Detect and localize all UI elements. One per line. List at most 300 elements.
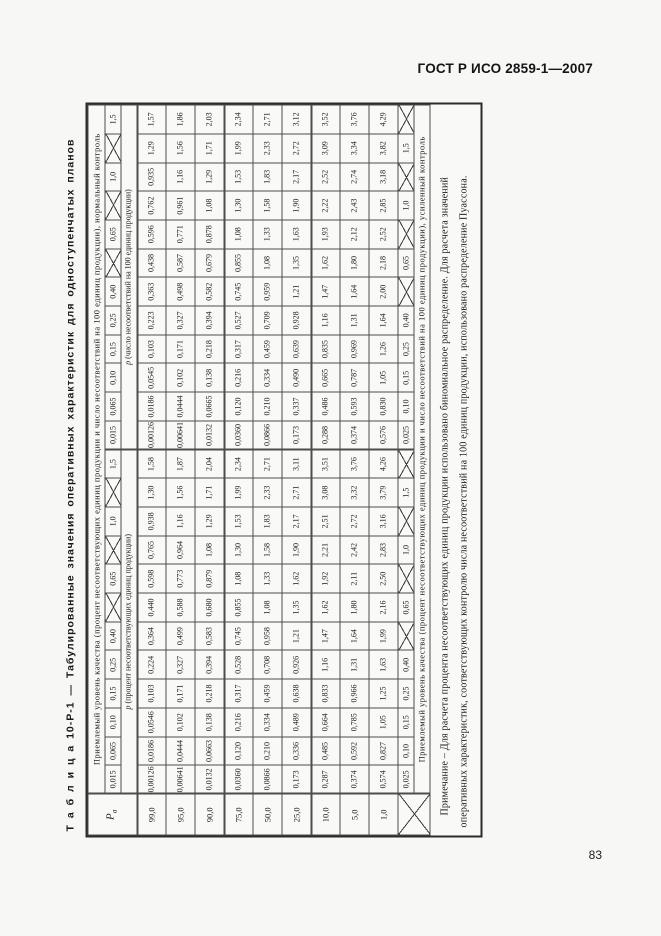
data-cell: 0,0360 — [224, 421, 253, 450]
data-cell: 0,327 — [166, 650, 195, 679]
aql-value-cell: 0,25 — [105, 650, 121, 679]
aql-value-cell: 1,0 — [398, 191, 414, 220]
data-cell: 0,680 — [195, 593, 224, 622]
data-cell: 1,58 — [253, 536, 282, 565]
data-cell: 0,120 — [224, 392, 253, 421]
data-cell: 1,53 — [224, 163, 253, 192]
data-cell: 1,08 — [224, 564, 253, 593]
data-cell: 0,223 — [137, 306, 166, 335]
data-cell: 0,138 — [195, 708, 224, 737]
data-cell: 1,90 — [282, 191, 311, 220]
data-cell: 2,52 — [369, 220, 398, 249]
data-cell: 0,938 — [137, 507, 166, 536]
data-cell: 0,374 — [340, 765, 369, 794]
data-cell: 0,287 — [311, 765, 340, 794]
data-cell: 1,83 — [253, 507, 282, 536]
subgroup-row — [121, 105, 137, 835]
data-cell: 3,79 — [369, 478, 398, 507]
crossed-cell — [105, 478, 121, 507]
data-cell: 1,30 — [137, 478, 166, 507]
data-cell: 1,33 — [253, 564, 282, 593]
data-cell: 0,0186 — [137, 392, 166, 421]
data-cell: 0,964 — [166, 536, 195, 565]
data-cell: 4,29 — [369, 105, 398, 134]
data-cell: 0,0132 — [195, 765, 224, 794]
data-cell: 1,92 — [311, 564, 340, 593]
data-cell: 1,53 — [224, 507, 253, 536]
crossed-cell — [398, 105, 414, 134]
data-cell: 1,99 — [224, 134, 253, 163]
pa-value: 5,0 — [340, 794, 369, 835]
data-cell: 0,485 — [311, 737, 340, 766]
aql-value-cell: 0,15 — [105, 335, 121, 364]
pa-letter: P — [104, 813, 117, 820]
table-row — [253, 105, 282, 835]
data-cell: 1,99 — [224, 478, 253, 507]
table-note — [431, 105, 485, 836]
data-cell: 0,489 — [282, 708, 311, 737]
data-cell: 0,317 — [224, 335, 253, 364]
crossed-cell — [105, 536, 121, 565]
data-cell: 3,82 — [369, 134, 398, 163]
aql-value-cell: 0,25 — [105, 306, 121, 335]
data-cell: 1,35 — [282, 593, 311, 622]
oc-table — [88, 105, 431, 836]
data-cell: 0,787 — [340, 363, 369, 392]
data-cell: 0,138 — [195, 363, 224, 392]
data-cell: 0,835 — [311, 335, 340, 364]
aql-value-cell: 1,5 — [398, 478, 414, 507]
data-cell: 0,679 — [195, 249, 224, 278]
aql-value-cell: 0,40 — [105, 277, 121, 306]
data-cell: 0,762 — [137, 191, 166, 220]
data-cell: 1,08 — [253, 593, 282, 622]
data-cell: 1,58 — [137, 450, 166, 479]
data-cell: 2,11 — [340, 564, 369, 593]
data-cell: 0,440 — [137, 593, 166, 622]
data-cell: 0,596 — [137, 220, 166, 249]
data-cell: 0,216 — [224, 708, 253, 737]
data-cell: 1,16 — [311, 650, 340, 679]
data-cell: 1,30 — [224, 536, 253, 565]
data-cell: 0,218 — [195, 335, 224, 364]
data-cell: 2,83 — [369, 536, 398, 565]
data-cell: 1,30 — [224, 191, 253, 220]
data-cell: 0,171 — [166, 679, 195, 708]
data-cell: 3,52 — [311, 105, 340, 134]
data-cell: 1,08 — [224, 220, 253, 249]
table-caption: Т а б л и ц а 10-Р-1 — Табулированные значения оперативных характеристик для одноступенчатых планов — [64, 138, 77, 832]
data-cell: 0,582 — [195, 277, 224, 306]
data-cell: 0,459 — [253, 335, 282, 364]
data-cell: 1,63 — [282, 220, 311, 249]
data-cell: 0,499 — [166, 622, 195, 651]
data-cell: 1,21 — [282, 622, 311, 651]
data-cell: 3,12 — [282, 105, 311, 134]
corner-crossed-cell — [398, 794, 430, 835]
pa-value: 50,0 — [253, 794, 282, 835]
data-cell: 0,830 — [369, 392, 398, 421]
data-cell: 1,16 — [311, 306, 340, 335]
aql-value-cell: 0,15 — [398, 708, 414, 737]
data-cell: 0,459 — [253, 679, 282, 708]
aql-value-cell: 0,40 — [398, 650, 414, 679]
data-cell: 0,0132 — [195, 421, 224, 450]
data-cell: 1,71 — [195, 134, 224, 163]
data-cell: 1,58 — [253, 191, 282, 220]
data-cell: 3,08 — [311, 478, 340, 507]
data-cell: 1,86 — [166, 105, 195, 134]
data-cell: 3,09 — [311, 134, 340, 163]
data-cell: 0,0186 — [137, 737, 166, 766]
data-cell: 1,63 — [369, 650, 398, 679]
data-cell: 1,05 — [369, 708, 398, 737]
aql-value-cell: 0,15 — [398, 363, 414, 392]
data-cell: 1,83 — [253, 163, 282, 192]
data-cell: 0,490 — [282, 363, 311, 392]
data-cell: 1,08 — [195, 536, 224, 565]
data-cell: 0,0546 — [137, 708, 166, 737]
standard-designation: ГОСТ Р ИСО 2859-1—2007 — [417, 61, 593, 76]
data-cell: 0,785 — [340, 708, 369, 737]
aql-value-cell: 0,25 — [398, 679, 414, 708]
crossed-cell — [398, 277, 414, 306]
data-cell: 1,64 — [369, 306, 398, 335]
data-cell: 0,224 — [137, 650, 166, 679]
data-cell: 2,71 — [253, 105, 282, 134]
data-cell: 1,25 — [369, 679, 398, 708]
aql-value-cell: 1,0 — [105, 163, 121, 192]
data-cell: 0,216 — [224, 363, 253, 392]
data-cell: 0,745 — [224, 277, 253, 306]
crossed-cell — [398, 564, 414, 593]
aql-value-cell: 0,65 — [105, 220, 121, 249]
table-row — [224, 105, 253, 835]
table-row — [282, 105, 311, 835]
data-cell: 0,745 — [224, 622, 253, 651]
data-cell: 2,51 — [311, 507, 340, 536]
data-cell: 0,438 — [137, 249, 166, 278]
table-row — [166, 105, 195, 835]
data-cell: 0,173 — [282, 421, 311, 450]
data-cell: 1,62 — [311, 593, 340, 622]
data-cell: 1,31 — [340, 650, 369, 679]
tightened-control-title: Приемлемый уровень качества (процент несоответствующих единиц продукции и число несоответствий на 100 единиц продукции), усиленный контроль — [414, 105, 430, 794]
crossed-cell — [105, 249, 121, 278]
data-cell: 0,576 — [369, 421, 398, 450]
data-cell: 0,120 — [224, 737, 253, 766]
aql-value-cell: 0,015 — [105, 421, 121, 450]
data-cell: 1,56 — [166, 478, 195, 507]
subgroup-label-text: p (число несоответствий на 100 единиц продукции) — [123, 189, 133, 365]
table-row — [369, 105, 398, 835]
data-cell: 2,52 — [311, 163, 340, 192]
data-cell: 0,928 — [282, 306, 311, 335]
data-cell: 0,527 — [224, 306, 253, 335]
aql-value-cell: 0,15 — [105, 679, 121, 708]
data-cell: 2,34 — [224, 450, 253, 479]
data-cell: 3,18 — [369, 163, 398, 192]
aql-value-cell: 0,65 — [398, 249, 414, 278]
data-cell: 0,827 — [369, 737, 398, 766]
data-cell: 1,80 — [340, 249, 369, 278]
data-cell: 0,593 — [340, 392, 369, 421]
table-frame — [86, 103, 483, 838]
data-cell: 2,03 — [195, 105, 224, 134]
data-cell: 1,35 — [282, 249, 311, 278]
data-cell: 1,62 — [311, 249, 340, 278]
data-cell: 0,486 — [311, 392, 340, 421]
data-cell: 0,765 — [137, 536, 166, 565]
data-cell: 0,961 — [166, 191, 195, 220]
pa-value: 95,0 — [166, 794, 195, 835]
crossed-cell — [398, 163, 414, 192]
aql-value-cell: 0,10 — [105, 363, 121, 392]
data-cell: 0,587 — [166, 249, 195, 278]
aql-value-cell: 1,0 — [105, 507, 121, 536]
note-line-2: оперативных характеристик, соответствующих контролю числа несоответствий на 100 единиц продукции, использовано распределение Пуассона. — [458, 175, 470, 828]
data-cell: 0,327 — [166, 306, 195, 335]
data-cell: 1,29 — [137, 134, 166, 163]
data-cell: 2,17 — [282, 163, 311, 192]
data-cell: 0,855 — [224, 593, 253, 622]
aql-value-cell: 0,10 — [105, 708, 121, 737]
normal-control-title: Приемлемый уровень качества (процент несоответствующих единиц продукции и число несоответствий на 100 единиц продукции), нормальный контроль — [88, 105, 105, 794]
data-cell: 0,336 — [282, 737, 311, 766]
data-cell: 3,51 — [311, 450, 340, 479]
data-cell: 0,218 — [195, 679, 224, 708]
data-cell: 3,32 — [340, 478, 369, 507]
data-cell: 1,21 — [282, 277, 311, 306]
aql-value-cell: 0,015 — [105, 765, 121, 794]
tightened-header-row — [414, 105, 430, 835]
data-cell: 0,935 — [137, 163, 166, 192]
data-cell: 1,62 — [282, 564, 311, 593]
aql-value-cell: 1,5 — [105, 450, 121, 479]
crossed-cell — [398, 507, 414, 536]
data-cell: 1,08 — [195, 191, 224, 220]
data-cell: 0,00641 — [166, 765, 195, 794]
data-cell: 1,93 — [311, 220, 340, 249]
data-cell: 1,16 — [166, 163, 195, 192]
aql-value-cell: 0,025 — [398, 765, 414, 794]
data-cell: 1,57 — [137, 105, 166, 134]
data-cell: 2,34 — [224, 105, 253, 134]
aql-value-cell: 0,065 — [105, 392, 121, 421]
data-cell: 2,33 — [253, 134, 282, 163]
aql-value-cell: 0,40 — [105, 622, 121, 651]
data-cell: 0,773 — [166, 564, 195, 593]
data-cell: 0,102 — [166, 363, 195, 392]
data-cell: 0,0866 — [253, 765, 282, 794]
pa-value: 10,0 — [311, 794, 340, 835]
data-cell: 1,87 — [166, 450, 195, 479]
data-cell: 0,0444 — [166, 737, 195, 766]
data-cell: 2,50 — [369, 564, 398, 593]
crossed-cell — [398, 450, 414, 479]
data-cell: 1,29 — [195, 507, 224, 536]
aql-value-cell: 0,40 — [398, 306, 414, 335]
data-cell: 0,103 — [137, 679, 166, 708]
note-line-1: Примечание – Для расчета процента несоответствующих единиц продукции использовано биномиальное распределение. Для расчета значений — [439, 176, 451, 816]
data-cell: 0,364 — [137, 622, 166, 651]
data-cell: 2,43 — [340, 191, 369, 220]
aql-value-cell: 0,025 — [398, 421, 414, 450]
page-number: 83 — [588, 848, 602, 862]
data-cell: 0,498 — [166, 277, 195, 306]
data-cell: 0,588 — [166, 593, 195, 622]
data-cell: 2,71 — [282, 478, 311, 507]
data-cell: 0,959 — [253, 277, 282, 306]
crossed-cell — [398, 220, 414, 249]
subgroup-label-text: p (процент несоответствующих единиц продукции) — [123, 534, 133, 710]
aql-value-cell: 0,10 — [398, 737, 414, 766]
data-cell: 0,00126 — [137, 765, 166, 794]
data-cell: 3,16 — [369, 507, 398, 536]
aql-value-cell: 0,25 — [398, 335, 414, 364]
data-cell: 1,47 — [311, 277, 340, 306]
data-cell: 0,317 — [224, 679, 253, 708]
aql-value-cell: 0,10 — [398, 392, 414, 421]
data-cell: 1,64 — [340, 622, 369, 651]
data-cell: 0,878 — [195, 220, 224, 249]
tightened-aql-row — [398, 105, 414, 835]
pa-subscript: a — [110, 809, 120, 814]
data-cell: 0,334 — [253, 708, 282, 737]
data-cell: 3,76 — [340, 105, 369, 134]
data-cell: 2,22 — [311, 191, 340, 220]
data-cell: 2,16 — [369, 593, 398, 622]
data-cell: 0,639 — [282, 335, 311, 364]
pa-value: 25,0 — [282, 794, 311, 835]
data-cell: 1,05 — [369, 363, 398, 392]
data-cell: 2,71 — [253, 450, 282, 479]
data-cell: 0,969 — [340, 335, 369, 364]
data-cell: 0,102 — [166, 708, 195, 737]
table-row — [137, 105, 166, 835]
data-cell: 0,337 — [282, 392, 311, 421]
data-cell: 0,926 — [282, 650, 311, 679]
data-cell: 2,85 — [369, 191, 398, 220]
data-cell: 2,21 — [311, 536, 340, 565]
data-cell: 0,0663 — [195, 737, 224, 766]
data-cell: 3,11 — [282, 450, 311, 479]
data-cell: 0,00126 — [137, 421, 166, 450]
pa-symbol — [88, 794, 137, 835]
data-cell: 0,394 — [195, 306, 224, 335]
data-cell: 0,592 — [340, 737, 369, 766]
pa-value: 90,0 — [195, 794, 224, 835]
data-cell: 0,0866 — [253, 421, 282, 450]
data-cell: 2,17 — [282, 507, 311, 536]
table-row — [340, 105, 369, 835]
data-cell: 0,210 — [253, 392, 282, 421]
data-cell: 1,71 — [195, 478, 224, 507]
data-cell: 0,0360 — [224, 765, 253, 794]
rotated-table-block — [61, 103, 483, 838]
data-cell: 0,855 — [224, 249, 253, 278]
data-cell: 0,173 — [282, 765, 311, 794]
data-cell: 2,33 — [253, 478, 282, 507]
normal-aql-row — [105, 105, 121, 835]
data-cell: 0,171 — [166, 335, 195, 364]
data-cell: 0,394 — [195, 650, 224, 679]
data-cell: 0,966 — [340, 679, 369, 708]
data-cell: 0,334 — [253, 363, 282, 392]
crossed-cell — [105, 191, 121, 220]
data-cell: 2,74 — [340, 163, 369, 192]
data-cell: 1,64 — [340, 277, 369, 306]
data-cell: 1,56 — [166, 134, 195, 163]
data-cell: 1,47 — [311, 622, 340, 651]
data-cell: 1,26 — [369, 335, 398, 364]
data-cell: 0,00641 — [166, 421, 195, 450]
data-cell: 1,29 — [195, 163, 224, 192]
data-cell: 1,99 — [369, 622, 398, 651]
data-cell: 1,08 — [253, 249, 282, 278]
crossed-cell — [105, 134, 121, 163]
data-cell: 2,12 — [340, 220, 369, 249]
data-cell: 3,76 — [340, 450, 369, 479]
aql-value-cell: 1,5 — [105, 105, 121, 134]
data-cell: 0,958 — [253, 622, 282, 651]
pa-value: 1,0 — [369, 794, 398, 835]
crossed-cell — [398, 622, 414, 651]
pa-value: 75,0 — [224, 794, 253, 835]
crossed-cell — [105, 593, 121, 622]
data-cell: 1,90 — [282, 536, 311, 565]
aql-value-cell: 1,0 — [398, 536, 414, 565]
data-cell: 0,374 — [340, 421, 369, 450]
data-cell: 0,288 — [311, 421, 340, 450]
aql-value-cell: 0,65 — [105, 564, 121, 593]
data-cell: 4,26 — [369, 450, 398, 479]
data-cell: 0,0545 — [137, 363, 166, 392]
data-cell: 2,00 — [369, 277, 398, 306]
data-cell: 1,80 — [340, 593, 369, 622]
aql-value-cell: 0,65 — [398, 593, 414, 622]
aql-value-cell: 1,5 — [398, 134, 414, 163]
data-cell: 2,72 — [282, 134, 311, 163]
data-cell: 0,664 — [311, 708, 340, 737]
data-cell: 0,363 — [137, 277, 166, 306]
data-cell: 1,31 — [340, 306, 369, 335]
data-cell: 1,16 — [166, 507, 195, 536]
data-cell: 0,638 — [282, 679, 311, 708]
data-cell: 3,34 — [340, 134, 369, 163]
normal-header-row — [88, 105, 105, 835]
table-row — [311, 105, 340, 835]
aql-value-cell: 0,065 — [105, 737, 121, 766]
data-cell: 0,528 — [224, 650, 253, 679]
data-cell: 0,0444 — [166, 392, 195, 421]
data-cell: 0,709 — [253, 306, 282, 335]
data-cell: 0,103 — [137, 335, 166, 364]
data-cell: 0,0665 — [195, 392, 224, 421]
data-cell: 2,04 — [195, 450, 224, 479]
data-cell: 0,574 — [369, 765, 398, 794]
data-cell: 2,72 — [340, 507, 369, 536]
data-cell: 0,771 — [166, 220, 195, 249]
pa-value: 99,0 — [137, 794, 166, 835]
data-cell: 2,42 — [340, 536, 369, 565]
data-cell: 1,33 — [253, 220, 282, 249]
data-cell: 0,583 — [195, 622, 224, 651]
subgroup-label-per100 — [121, 105, 137, 450]
data-cell: 0,833 — [311, 679, 340, 708]
data-cell: 0,879 — [195, 564, 224, 593]
data-cell: 0,598 — [137, 564, 166, 593]
